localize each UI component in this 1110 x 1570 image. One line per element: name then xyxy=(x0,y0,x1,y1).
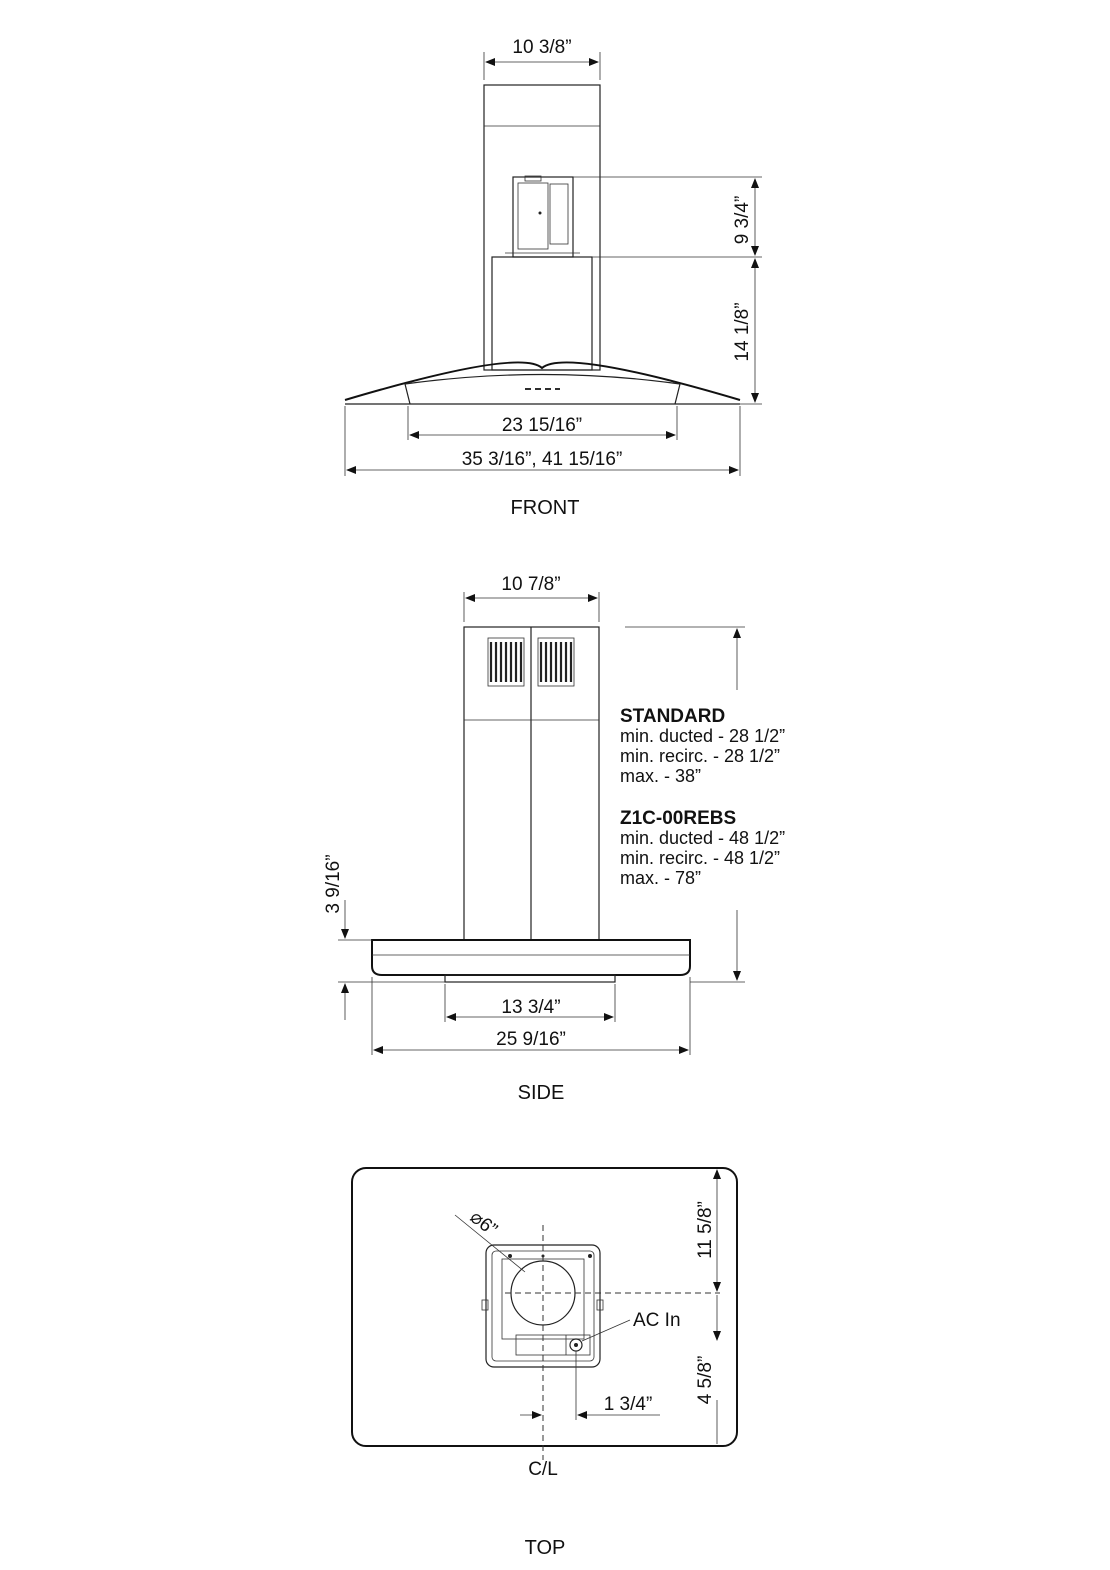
top-view-label: TOP xyxy=(524,1537,566,1559)
ac-in-label: AC In xyxy=(633,1310,681,1331)
front-inner-width-label: 23 15/16” xyxy=(501,415,583,436)
ac-offset-label: 1 3/4” xyxy=(603,1394,653,1415)
side-canopy xyxy=(372,940,690,975)
front-lower-height-label: 14 1/8” xyxy=(732,302,753,362)
duct-diameter-label: ⌀6” xyxy=(465,1206,502,1241)
side-overall-depth-label: 25 9/16” xyxy=(496,1029,566,1050)
spec-standard-line: min. ducted - 28 1/2” xyxy=(620,726,786,746)
top-view xyxy=(352,1168,737,1559)
front-chimney xyxy=(484,85,600,370)
side-chimney-depth-label: 10 7/8” xyxy=(501,574,561,595)
height-specs xyxy=(620,706,785,888)
back-offset-label: 11 5/8” xyxy=(695,1201,716,1259)
centerline-label: C/L xyxy=(528,1459,558,1480)
top-canopy-outline xyxy=(352,1168,737,1446)
side-canopy-height-label: 3 9/16” xyxy=(323,854,344,914)
side-filter-depth-label: 13 3/4” xyxy=(501,997,561,1018)
side-view-label: SIDE xyxy=(517,1082,565,1104)
front-canopy xyxy=(345,362,740,400)
spec-ext-line: min. recirc. - 48 1/2” xyxy=(620,848,781,868)
spec-standard-line: max. - 38” xyxy=(620,766,702,786)
front-overall-width-label: 35 3/16”, 41 15/16” xyxy=(461,449,623,470)
spec-ext-line: min. ducted - 48 1/2” xyxy=(620,828,786,848)
spec-standard-line: min. recirc. - 28 1/2” xyxy=(620,746,781,766)
front-view-label: FRONT xyxy=(510,497,580,519)
front-motor xyxy=(513,177,573,257)
spec-ext-heading: Z1C-00REBS xyxy=(620,808,737,829)
side-view xyxy=(323,574,785,1104)
front-chimney-width-label: 10 3/8” xyxy=(512,37,572,58)
front-offset-label: 4 5/8” xyxy=(695,1355,716,1405)
spec-standard-heading: STANDARD xyxy=(620,706,726,727)
spec-ext-line: max. - 78” xyxy=(620,868,702,888)
front-motor-height-label: 9 3/4” xyxy=(732,195,753,245)
front-view xyxy=(345,37,762,519)
